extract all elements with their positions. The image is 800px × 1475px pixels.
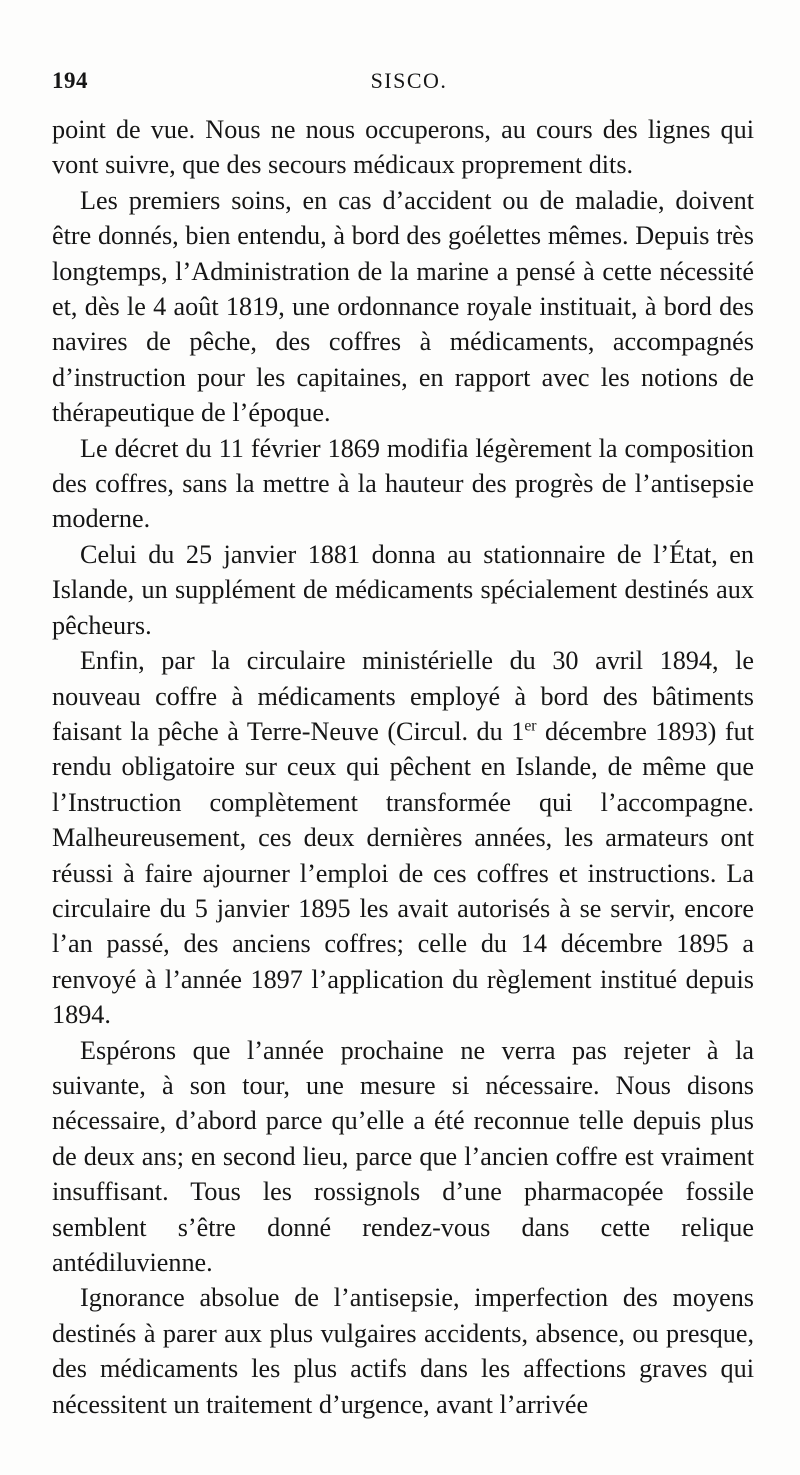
paragraph-circulaire-1894-part2: décembre 1893) fut rendu obligatoire sur ceux qui pêchent en Islande, de même que l’Instruction complètement transformée qui l’accompagne. Malheureusement, ces deux dernières années, les armateurs ont réussi à faire ajourner l’emploi de ces coffres et instructions. La circulaire du 5 janvier 1895 les avait autorisés à se servir, encore l’an passé, des anciens coffres; celle du 14 décembre 1895 a renvoyé à l’année 1897 l’application du règlement institué depuis 1894.: [52, 716, 754, 1030]
body-text: [52, 112, 754, 1422]
paragraph-circulaire-1894: [52, 643, 754, 1032]
page-number: 194: [52, 68, 88, 93]
paragraph-premiers-soins: Les premiers soins, en cas d’accident ou de maladie, doivent être donnés, bien entendu, à bord des goélettes mêmes. Depuis très longtemps, l’Administration de la marine a pensé à cette nécessité et, dès le 4 août 1819, une ordonnance royale instituait, à bord des navires de pêche, des coffres à médicaments, accompagnés d’instruction pour les capitaines, en rapport avec les notions de thérapeutique de l’époque.: [52, 185, 754, 428]
running-head: [52, 60, 752, 100]
superscript-er: er: [524, 717, 537, 735]
paragraph-janvier-1881: Celui du 25 janvier 1881 donna au stationnaire de l’État, en Islande, un supplément de médicaments spécialement destinés aux pêcheurs.: [52, 539, 754, 640]
running-title: SISCO.: [370, 68, 448, 93]
paragraph-decret-1869: Le décret du 11 février 1869 modifia légèrement la composition des coffres, sans la mettre à la hauteur des progrès de l’antisepsie moderne.: [52, 433, 754, 534]
paragraph-esperons: Espérons que l’année prochaine ne verra pas rejeter à la suivante, à son tour, une mesure si nécessaire. Nous disons nécessaire, d’abord parce qu’elle a été reconnue telle depuis plus de deux ans; en second lieu, parce que l’ancien coffre est vraiment insuffisant. Tous les rossignols d’une pharmacopée fossile semblent s’être donné rendez-vous dans cette relique antédiluvienne.: [52, 1035, 754, 1277]
paragraph-ignorance: Ignorance absolue de l’antisepsie, imperfection des moyens destinés à parer aux plus vulgaires accidents, absence, ou presque, des médicaments les plus actifs dans les affections graves qui nécessitent un traitement d’urgence, avant l’arrivée: [52, 1283, 754, 1419]
paragraph-continued: point de vue. Nous ne nous occuperons, au cours des lignes qui vont suivre, que des secours médicaux proprement dits.: [52, 115, 754, 180]
paragraph-circulaire-1894-part1: Enfin, par la circulaire ministérielle du 30 avril 1894, le nouveau coffre à médicaments employé à bord des bâtiments faisant la pêche à Terre-Neuve (Circul. du 1: [52, 646, 754, 746]
